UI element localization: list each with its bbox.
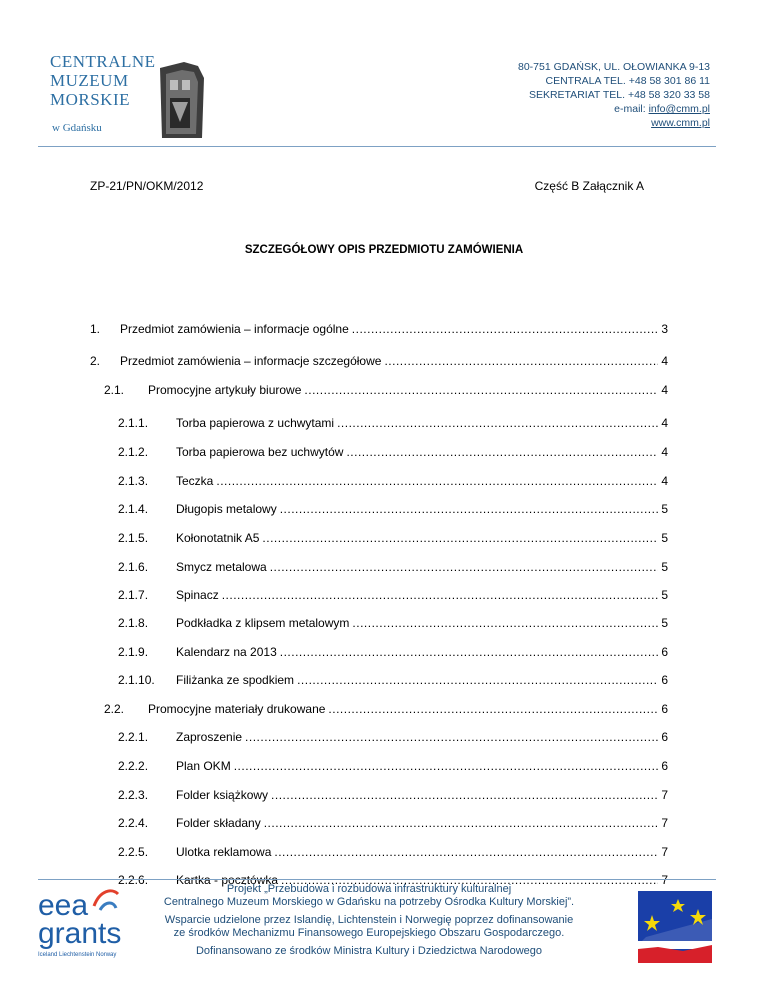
toc-entry-number: 2.1.8. — [118, 616, 149, 630]
email-label: e-mail: — [614, 103, 649, 115]
toc-entry-title: Teczka — [176, 474, 214, 488]
contact-block — [518, 60, 710, 130]
website-line — [518, 116, 710, 130]
toc-entry-title: Kalendarz na 2013 — [176, 645, 277, 659]
toc-entry[interactable] — [90, 816, 668, 832]
toc-leader-dots — [337, 416, 658, 430]
toc-leader-dots — [297, 673, 658, 687]
email-line — [518, 102, 710, 116]
toc-entry-page: 4 — [661, 383, 668, 397]
toc-entry-page: 7 — [661, 873, 668, 887]
toc-entry-number: 2.1.5. — [118, 531, 149, 545]
grants-text: grants — [38, 917, 122, 950]
eea-grants-logo — [38, 884, 128, 984]
toc-entry-title: Promocyjne artykuły biurowe — [148, 383, 302, 397]
toc-entry-page: 5 — [661, 560, 668, 574]
museum-logo — [50, 52, 220, 142]
eea-grants-icon — [90, 886, 120, 912]
toc-entry-number: 2.1.4. — [118, 502, 149, 516]
toc-entry-page: 6 — [661, 759, 668, 773]
toc-leader-dots — [352, 616, 658, 630]
toc-entry[interactable] — [90, 383, 668, 399]
toc-entry-title: Spinacz — [176, 588, 219, 602]
toc-leader-dots — [346, 445, 658, 459]
funding-line: Dofinansowano ze środków Ministra Kultury i Dziedzictwa Narodowego — [195, 945, 543, 957]
toc-entry[interactable] — [90, 645, 668, 661]
toc-entry[interactable] — [90, 445, 668, 461]
toc-leader-dots — [304, 383, 658, 397]
toc-entry-title: Filiżanka ze spodkiem — [176, 673, 295, 687]
toc-leader-dots — [274, 845, 658, 859]
address-line: 80-751 GDAŃSK, UL. OŁOWIANKA 9-13 — [518, 61, 710, 73]
toc-entry-number: 2.1.10. — [118, 673, 155, 687]
toc-leader-dots — [216, 474, 658, 488]
footer-text — [140, 883, 598, 963]
toc-entry-title: Podkładka z klipsem metalowym — [176, 616, 350, 630]
toc-entry[interactable] — [90, 673, 668, 689]
eea-text: eea — [38, 889, 89, 922]
toc-entry[interactable] — [90, 730, 668, 746]
logo-line-2: MUZEUM — [50, 71, 129, 90]
header-divider — [38, 146, 716, 147]
toc-entry[interactable] — [90, 531, 668, 547]
toc-entry-page: 4 — [661, 416, 668, 430]
toc-entry[interactable] — [90, 502, 668, 518]
toc-entry-number: 2.1.6. — [118, 560, 149, 574]
toc-leader-dots — [222, 588, 659, 602]
toc-leader-dots — [384, 354, 658, 368]
toc-entry-title: Folder składany — [176, 816, 261, 830]
toc-leader-dots — [270, 560, 659, 574]
toc-leader-dots — [262, 531, 658, 545]
eea-countries: Iceland Liechtenstein Norway — [38, 952, 117, 958]
project-line-1: Projekt „Przebudowa i rozbudowa infrastruktury kulturalnej — [226, 883, 512, 895]
toc-entry-number: 2.1.3. — [118, 474, 149, 488]
toc-entry-page: 7 — [661, 816, 668, 830]
document-part: Część B Załącznik A — [534, 179, 644, 193]
toc-entry[interactable] — [90, 616, 668, 632]
toc-entry-number: 2.1. — [104, 383, 125, 397]
support-line-2: ze środków Mechanizmu Finansowego Europejskiego Obszaru Gospodarczego. — [173, 927, 565, 939]
toc-entry-page: 6 — [661, 673, 668, 687]
toc-entry[interactable] — [90, 322, 668, 338]
project-line-2: Centralnego Muzeum Morskiego w Gdańsku na potrzeby Ośrodka Kultury Morskiej”. — [163, 896, 575, 908]
toc-entry-page: 5 — [661, 616, 668, 630]
toc-entry-title: Ulotka reklamowa — [176, 845, 272, 859]
toc-entry[interactable] — [90, 702, 668, 718]
toc-leader-dots — [245, 730, 658, 744]
toc-entry-number: 2.1.1. — [118, 416, 149, 430]
toc-entry-title: Torba papierowa bez uchwytów — [176, 445, 344, 459]
footer-divider — [38, 879, 716, 880]
toc-entry-page: 7 — [661, 788, 668, 802]
website-link[interactable]: www.cmm.pl — [651, 117, 710, 129]
toc-entry-title: Promocyjne materiały drukowane — [148, 702, 326, 716]
toc-entry-page: 7 — [661, 845, 668, 859]
toc-entry-number: 2. — [90, 354, 101, 368]
toc-entry-title: Smycz metalowa — [176, 560, 267, 574]
email-link[interactable]: info@cmm.pl — [648, 103, 710, 115]
logo-line-3: MORSKIE — [50, 90, 131, 109]
toc-entry[interactable] — [90, 416, 668, 432]
toc-entry[interactable] — [90, 788, 668, 804]
central-phone: CENTRALA TEL. +48 58 301 86 11 — [545, 75, 710, 87]
toc-entry-number: 2.2.4. — [118, 816, 149, 830]
toc-entry-title: Przedmiot zamówienia – informacje szczegółowe — [120, 354, 382, 368]
toc-entry-number: 2.1.2. — [118, 445, 149, 459]
toc-entry-title: Zaproszenie — [176, 730, 243, 744]
toc-entry-page: 5 — [661, 502, 668, 516]
toc-entry-number: 2.2.6. — [118, 873, 149, 887]
toc-entry-number: 2.2.2. — [118, 759, 149, 773]
toc-entry-number: 2.1.7. — [118, 588, 149, 602]
toc-entry-page: 5 — [661, 531, 668, 545]
toc-entry-title: Przedmiot zamówienia – informacje ogólne — [120, 322, 349, 336]
support-line-1: Wsparcie udzielone przez Islandię, Lichtenstein i Norwegię poprzez dofinansowanie — [164, 914, 574, 926]
toc-entry-title: Długopis metalowy — [176, 502, 277, 516]
reference-number: ZP-21/PN/OKM/2012 — [90, 179, 204, 193]
toc-leader-dots — [264, 816, 659, 830]
toc-entry-page: 6 — [661, 645, 668, 659]
toc-entry-number: 2.2. — [104, 702, 125, 716]
toc-entry-title: Torba papierowa z uchwytami — [176, 416, 335, 430]
toc-leader-dots — [328, 702, 658, 716]
toc-entry[interactable] — [90, 354, 668, 370]
toc-leader-dots — [271, 788, 658, 802]
toc-entry-title: Plan OKM — [176, 759, 231, 773]
document-title: SZCZEGÓŁOWY OPIS PRZEDMIOTU ZAMÓWIENIA — [244, 244, 524, 256]
secretariat-phone: SEKRETARIAT TEL. +48 58 320 33 58 — [528, 89, 710, 101]
toc-entry[interactable] — [90, 845, 668, 861]
crane-building-icon — [154, 58, 210, 140]
toc-entry-page: 6 — [661, 702, 668, 716]
logo-subtitle: w Gdańsku — [52, 122, 102, 134]
toc-entry[interactable] — [90, 474, 668, 490]
toc-entry-number: 1. — [90, 322, 101, 336]
toc-entry-page: 5 — [661, 588, 668, 602]
toc-entry-page: 6 — [661, 730, 668, 744]
toc-leader-dots — [234, 759, 659, 773]
toc-leader-dots — [280, 645, 659, 659]
toc-entry-number: 2.2.3. — [118, 788, 149, 802]
logo-line-1: CENTRALNE — [50, 52, 156, 71]
toc-entry-page: 3 — [661, 322, 668, 336]
toc-entry-page: 4 — [661, 474, 668, 488]
toc-entry-number: 2.2.5. — [118, 845, 149, 859]
toc-entry[interactable] — [90, 560, 668, 576]
toc-entry[interactable] — [90, 588, 668, 604]
toc-entry-number: 2.1.9. — [118, 645, 149, 659]
toc-entry-page: 4 — [661, 445, 668, 459]
toc-entry-title: Kartka - pocztówka — [176, 873, 279, 887]
toc-entry-page: 4 — [661, 354, 668, 368]
toc-entry-number: 2.2.1. — [118, 730, 149, 744]
toc-entry-title: Kołonotatnik A5 — [176, 531, 260, 545]
toc-entry-title: Folder książkowy — [176, 788, 269, 802]
flag-emblem-icon — [638, 891, 712, 963]
toc-entry[interactable] — [90, 759, 668, 775]
toc-leader-dots — [280, 502, 659, 516]
toc-leader-dots — [352, 322, 659, 336]
